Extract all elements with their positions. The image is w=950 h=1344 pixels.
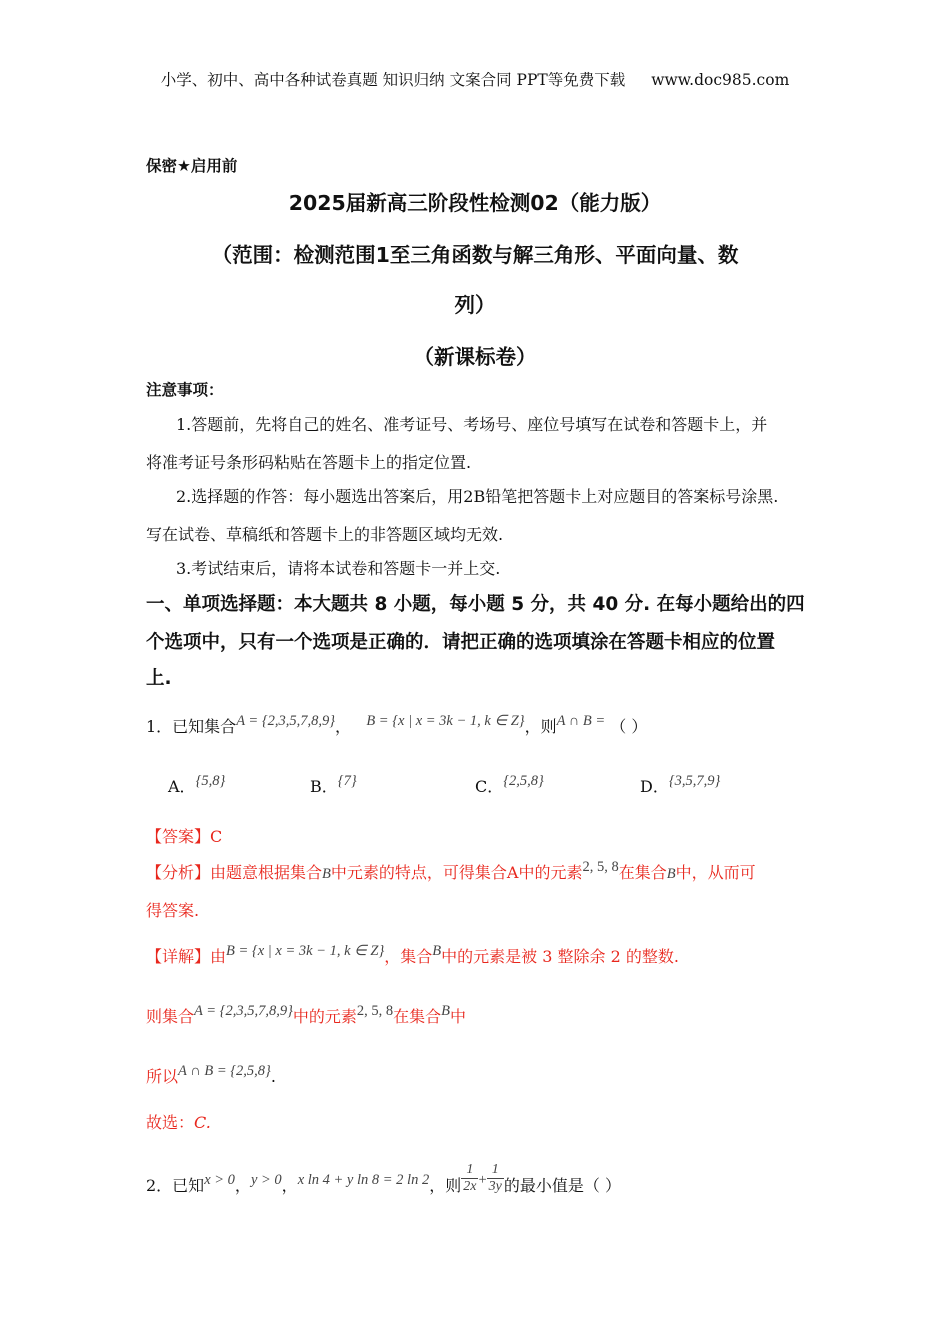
q1-then: ，则 (524, 717, 557, 736)
option-label: B． (310, 777, 338, 796)
q2-cond-3: x ln 4 + y ln 8 = 2 ln 2 (297, 1172, 430, 1188)
title-line-1: 2025届新高三阶段性检测02（能力版） (288, 191, 662, 215)
q1-ask: A ∩ B = (556, 713, 606, 729)
q1-paren: （ ） (610, 717, 648, 736)
detail-text: 中的元素是被 3 整除余 2 的整数. (441, 947, 679, 966)
q1-option-c[interactable] (475, 774, 544, 797)
detail-text: ，集合 (384, 947, 433, 966)
analysis-text: 在集合 (618, 863, 667, 882)
section-heading-line-3: 上. (146, 668, 172, 689)
title-line-2: （范围：检测范围1至三角函数与解三角形、平面向量、数 (211, 243, 739, 267)
analysis-tag: 【分析】 (146, 863, 211, 882)
detail-text: 在集合 (393, 1007, 442, 1026)
conclusion-text: 故选： (146, 1113, 195, 1132)
q1-comma: ， (335, 717, 352, 736)
q2-cond-2: y > 0 (250, 1172, 282, 1188)
q2-then: ，则 (429, 1176, 462, 1195)
analysis-text: 中元素的特点，可得集合 (330, 863, 507, 882)
q2-plus: + (478, 1172, 487, 1188)
fraction-denominator: 3y (488, 1179, 502, 1194)
detail-tag: 【详解】 (146, 947, 211, 966)
section-heading-line-1: 一、单项选择题：本大题共 8 小题，每小题 5 分，共 40 分. 在每小题给出的四 (146, 594, 805, 615)
detail-set-b: B = {x | x = 3k − 1, k ∈ Z} (226, 943, 385, 959)
analysis-var: A (506, 863, 519, 882)
option-label: C． (475, 777, 504, 796)
option-value: {5,8} (195, 773, 226, 789)
option-value: {2,5,8} (503, 773, 544, 789)
analysis-var: B (666, 866, 676, 882)
q1-option-a[interactable] (168, 774, 225, 797)
q2-cond-1: x > 0 (204, 1172, 235, 1188)
q1-conclusion (146, 1110, 211, 1133)
detail-set-a: A = {2,3,5,7,8,9} (194, 1003, 293, 1019)
q1-detail-line-3 (146, 1064, 276, 1087)
q1-set-a: A = {2,3,5,7,8,9} (236, 713, 336, 729)
q1-detail (146, 944, 679, 967)
note-1b: 将准考证号条形码粘贴在答题卡上的指定位置. (146, 453, 472, 472)
detail-var: B (441, 1003, 451, 1019)
q2-prefix: 2．已知 (146, 1176, 205, 1195)
section-heading-line-2: 个选项中，只有一个选项是正确的．请把正确的选项填涂在答题卡相应的位置 (146, 632, 776, 653)
q1-detail-line-2 (146, 1004, 466, 1027)
detail-text: 则集合 (146, 1007, 195, 1026)
detail-values: 2, 5, 8 (356, 1003, 394, 1019)
analysis-text: 中的元素 (518, 863, 583, 882)
note-2b: 写在试卷、草稿纸和答题卡上的非答题区域均无效. (146, 525, 504, 544)
fraction-numerator: 1 (487, 1162, 504, 1179)
question-2-stem (146, 1162, 621, 1203)
q2-sep: ， (234, 1176, 251, 1195)
fraction-numerator: 1 (461, 1162, 478, 1179)
analysis-text: 中，从而可 (675, 863, 756, 882)
q2-fraction-1 (461, 1162, 478, 1195)
note-3: 3.考试结束后，请将本试卷和答题卡一并上交. (176, 559, 501, 578)
confidential-label: 保密★启用前 (146, 157, 238, 175)
detail-text: . (270, 1067, 276, 1086)
option-value: {3,5,7,9} (668, 773, 721, 789)
note-1a: 1.答题前，先将自己的姓名、准考证号、考场号、座位号填写在试卷和答题卡上，并 (176, 415, 768, 434)
q1-answer: 【答案】C (146, 827, 223, 846)
q2-sep: ， (281, 1176, 298, 1195)
title-line-4: （新课标卷） (413, 345, 537, 369)
conclusion-choice: C. (194, 1113, 211, 1132)
q1-analysis (146, 860, 756, 883)
q1-option-b[interactable] (310, 774, 357, 797)
q1-prefix: 1．已知集合 (146, 717, 237, 736)
question-1-stem (146, 714, 647, 737)
note-2a: 2.选择题的作答：每小题选出答案后，用2B铅笔把答题卡上对应题目的答案标号涂黑. (176, 487, 779, 506)
detail-text: 中的元素 (292, 1007, 357, 1026)
notes-title: 注意事项： (146, 381, 224, 399)
q1-option-d[interactable] (640, 774, 720, 797)
detail-text: 所以 (146, 1067, 179, 1086)
header-site-link[interactable]: www.doc985.com (651, 71, 790, 89)
detail-text: 中 (450, 1007, 467, 1026)
option-value: {7} (337, 773, 357, 789)
title-line-3: 列） (454, 293, 496, 317)
q2-suffix: 的最小值是（ ） (503, 1176, 621, 1195)
option-label: D． (640, 777, 669, 796)
q2-fraction-2 (487, 1162, 504, 1195)
option-label: A． (168, 777, 196, 796)
detail-text: 由 (210, 947, 227, 966)
fraction-denominator: 2x (463, 1179, 477, 1194)
analysis-values: 2, 5, 8 (582, 859, 619, 875)
analysis-var: B (322, 866, 331, 882)
analysis-text: 由题意根据集合 (210, 863, 323, 882)
detail-var: B (432, 943, 442, 959)
detail-intersection: A ∩ B = {2,5,8} (178, 1063, 271, 1079)
q1-set-b: B = {x | x = 3k − 1, k ∈ Z} (366, 713, 525, 729)
q1-analysis-line-2: 得答案. (146, 901, 200, 920)
header-text: 小学、初中、高中各种试卷真题 知识归纳 文案合同 PPT等免费下载 (160, 71, 626, 89)
page-header (0, 68, 950, 90)
